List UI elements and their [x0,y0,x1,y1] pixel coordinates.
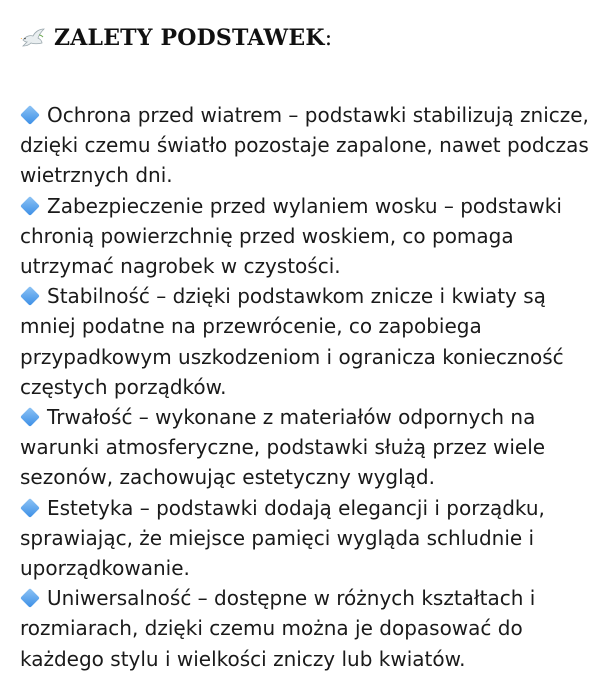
benefits-list [20,100,595,674]
blue-diamond-icon [20,196,40,216]
blue-diamond-icon [20,498,40,518]
spacer [20,58,595,100]
list-item-text: Trwałość – wykonane z materiałów odpornych na warunki atmosferyczne, podstawki służą przez wiele sezonów, zachowując estetyczny wygląd. [20,405,546,490]
blue-diamond-icon [20,407,40,427]
list-item [20,100,595,191]
list-item-text: Zabezpieczenie przed wylaniem wosku – podstawki chronią powierzchnię przed woskiem, co pomaga utrzymać nagrobek w czystości. [20,193,562,279]
list-item [20,191,595,282]
list-item-text: Uniwersalność – dostępne w różnych kształtach i rozmiarach, dzięki czemu można je dopasować do każdego stylu i wielkości zniczy lub kwiatów. [20,586,536,671]
list-item [20,583,595,674]
blue-diamond-icon [20,286,40,306]
list-item-text: Estetyka – podstawki dodają elegancji i porządku, sprawiając, że miejsce pamięci wygląda schludnie i uporządkowanie. [20,495,545,581]
page-title: ZALETY PODSTAWEK [54,25,325,51]
blue-diamond-icon [20,588,40,608]
list-item [20,402,595,493]
list-item [20,493,595,584]
dove-icon [20,25,46,51]
blue-diamond-icon [20,105,40,125]
title-colon: : [324,25,333,51]
list-item-text: Stabilność – dzięki podstawkom znicze i kwiaty są mniej podatne na przewrócenie, co zapobiega przypadkowym uszkodzeniom i ogranicza konieczność częstych porządków. [20,284,564,399]
list-item-text: Ochrona przed wiatrem – podstawki stabilizują znicze, dzięki czemu światło pozostaje zapalone, nawet podczas wietrznych dni. [20,103,589,188]
heading-row [20,18,595,58]
list-item [20,281,595,402]
post-content [20,18,595,674]
